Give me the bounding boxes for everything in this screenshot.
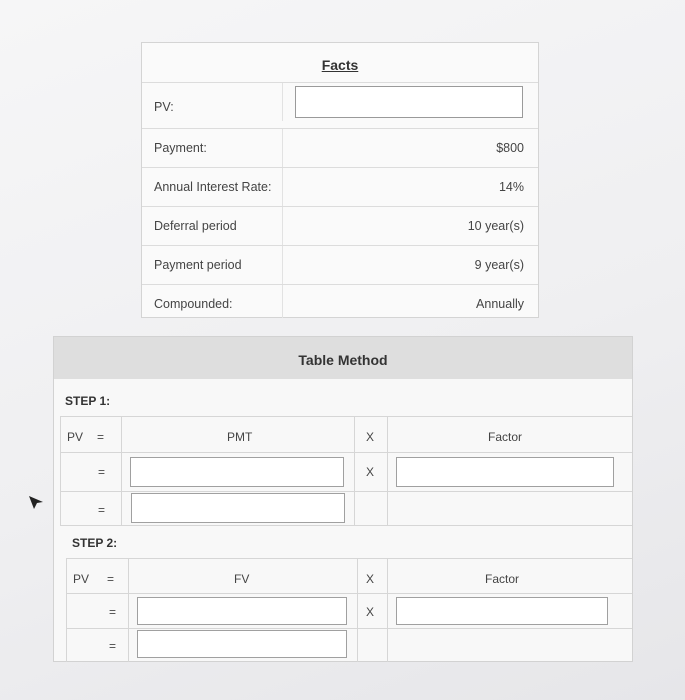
table-method-header (54, 337, 632, 379)
step2-fv-input[interactable] (137, 597, 347, 625)
step1-pmt: PMT (227, 430, 253, 444)
row-divider (282, 207, 283, 245)
row-divider (282, 246, 283, 284)
facts-row-payment (142, 128, 538, 167)
grid-line (357, 558, 358, 662)
step2-factor: Factor (485, 572, 520, 586)
step2-factor-input[interactable] (396, 597, 608, 625)
step2-eq-row3: = (109, 639, 117, 653)
step1-times-row2: X (366, 465, 375, 479)
step1-factor: Factor (488, 430, 523, 444)
facts-value-payment: $800 (496, 141, 524, 155)
grid-line (60, 416, 632, 417)
facts-label-pv: PV: (154, 100, 174, 114)
facts-value-rate: 14% (498, 180, 524, 194)
facts-label-deferral: Deferral period (154, 219, 237, 233)
grid-line (66, 558, 632, 559)
grid-line (354, 416, 355, 525)
step2-result-input[interactable] (137, 630, 347, 658)
step1-eq-row2: = (98, 465, 106, 479)
grid-line (66, 628, 632, 629)
pv-input[interactable] (295, 86, 523, 118)
mouse-cursor-icon (28, 494, 44, 510)
grid-line (387, 416, 388, 525)
step1-eq: = (97, 430, 105, 444)
step1-eq-row3: = (98, 503, 106, 517)
step2-fv: FV (234, 572, 250, 586)
grid-line (60, 491, 632, 492)
facts-label-payment: Payment: (154, 141, 207, 155)
step1-factor-input[interactable] (396, 457, 614, 487)
step1-result-input[interactable] (131, 493, 345, 523)
row-divider (282, 168, 283, 206)
step2-times-row2: X (366, 605, 375, 619)
facts-value-compounded: Annually (476, 297, 524, 311)
facts-row-deferral (142, 206, 538, 245)
grid-line (387, 558, 388, 662)
step1-pv: PV (67, 430, 84, 444)
grid-line (60, 525, 632, 526)
grid-line (60, 452, 632, 453)
facts-label-compounded: Compounded: (154, 297, 233, 311)
table-method (53, 336, 633, 662)
facts-row-rate (142, 167, 538, 206)
grid-line (66, 558, 67, 662)
step1-label: STEP 1: (65, 394, 111, 408)
facts-value-payment-period: 9 year(s) (474, 258, 524, 272)
grid-line (121, 416, 122, 525)
facts-table (141, 42, 539, 318)
facts-row-compounded (142, 284, 538, 318)
step1-times: X (366, 430, 375, 444)
facts-row-payment-period (142, 245, 538, 284)
step1-pmt-input[interactable] (130, 457, 344, 487)
grid-line (128, 558, 129, 662)
facts-value-deferral: 10 year(s) (467, 219, 524, 233)
table-method-title: Table Method (298, 352, 388, 368)
facts-label-payment-period: Payment period (154, 258, 242, 272)
facts-title: Facts (321, 57, 359, 73)
step2-label: STEP 2: (72, 536, 118, 550)
step2-times: X (366, 572, 375, 586)
grid-line (60, 416, 61, 525)
facts-row-pv (142, 82, 538, 121)
grid-line (66, 593, 632, 594)
step2-eq-row2: = (109, 605, 117, 619)
row-divider (282, 129, 283, 167)
row-divider (282, 285, 283, 318)
step2-pv: PV (73, 572, 90, 586)
step2-eq: = (107, 572, 115, 586)
facts-label-rate: Annual Interest Rate: (154, 180, 272, 194)
row-divider (282, 83, 283, 121)
